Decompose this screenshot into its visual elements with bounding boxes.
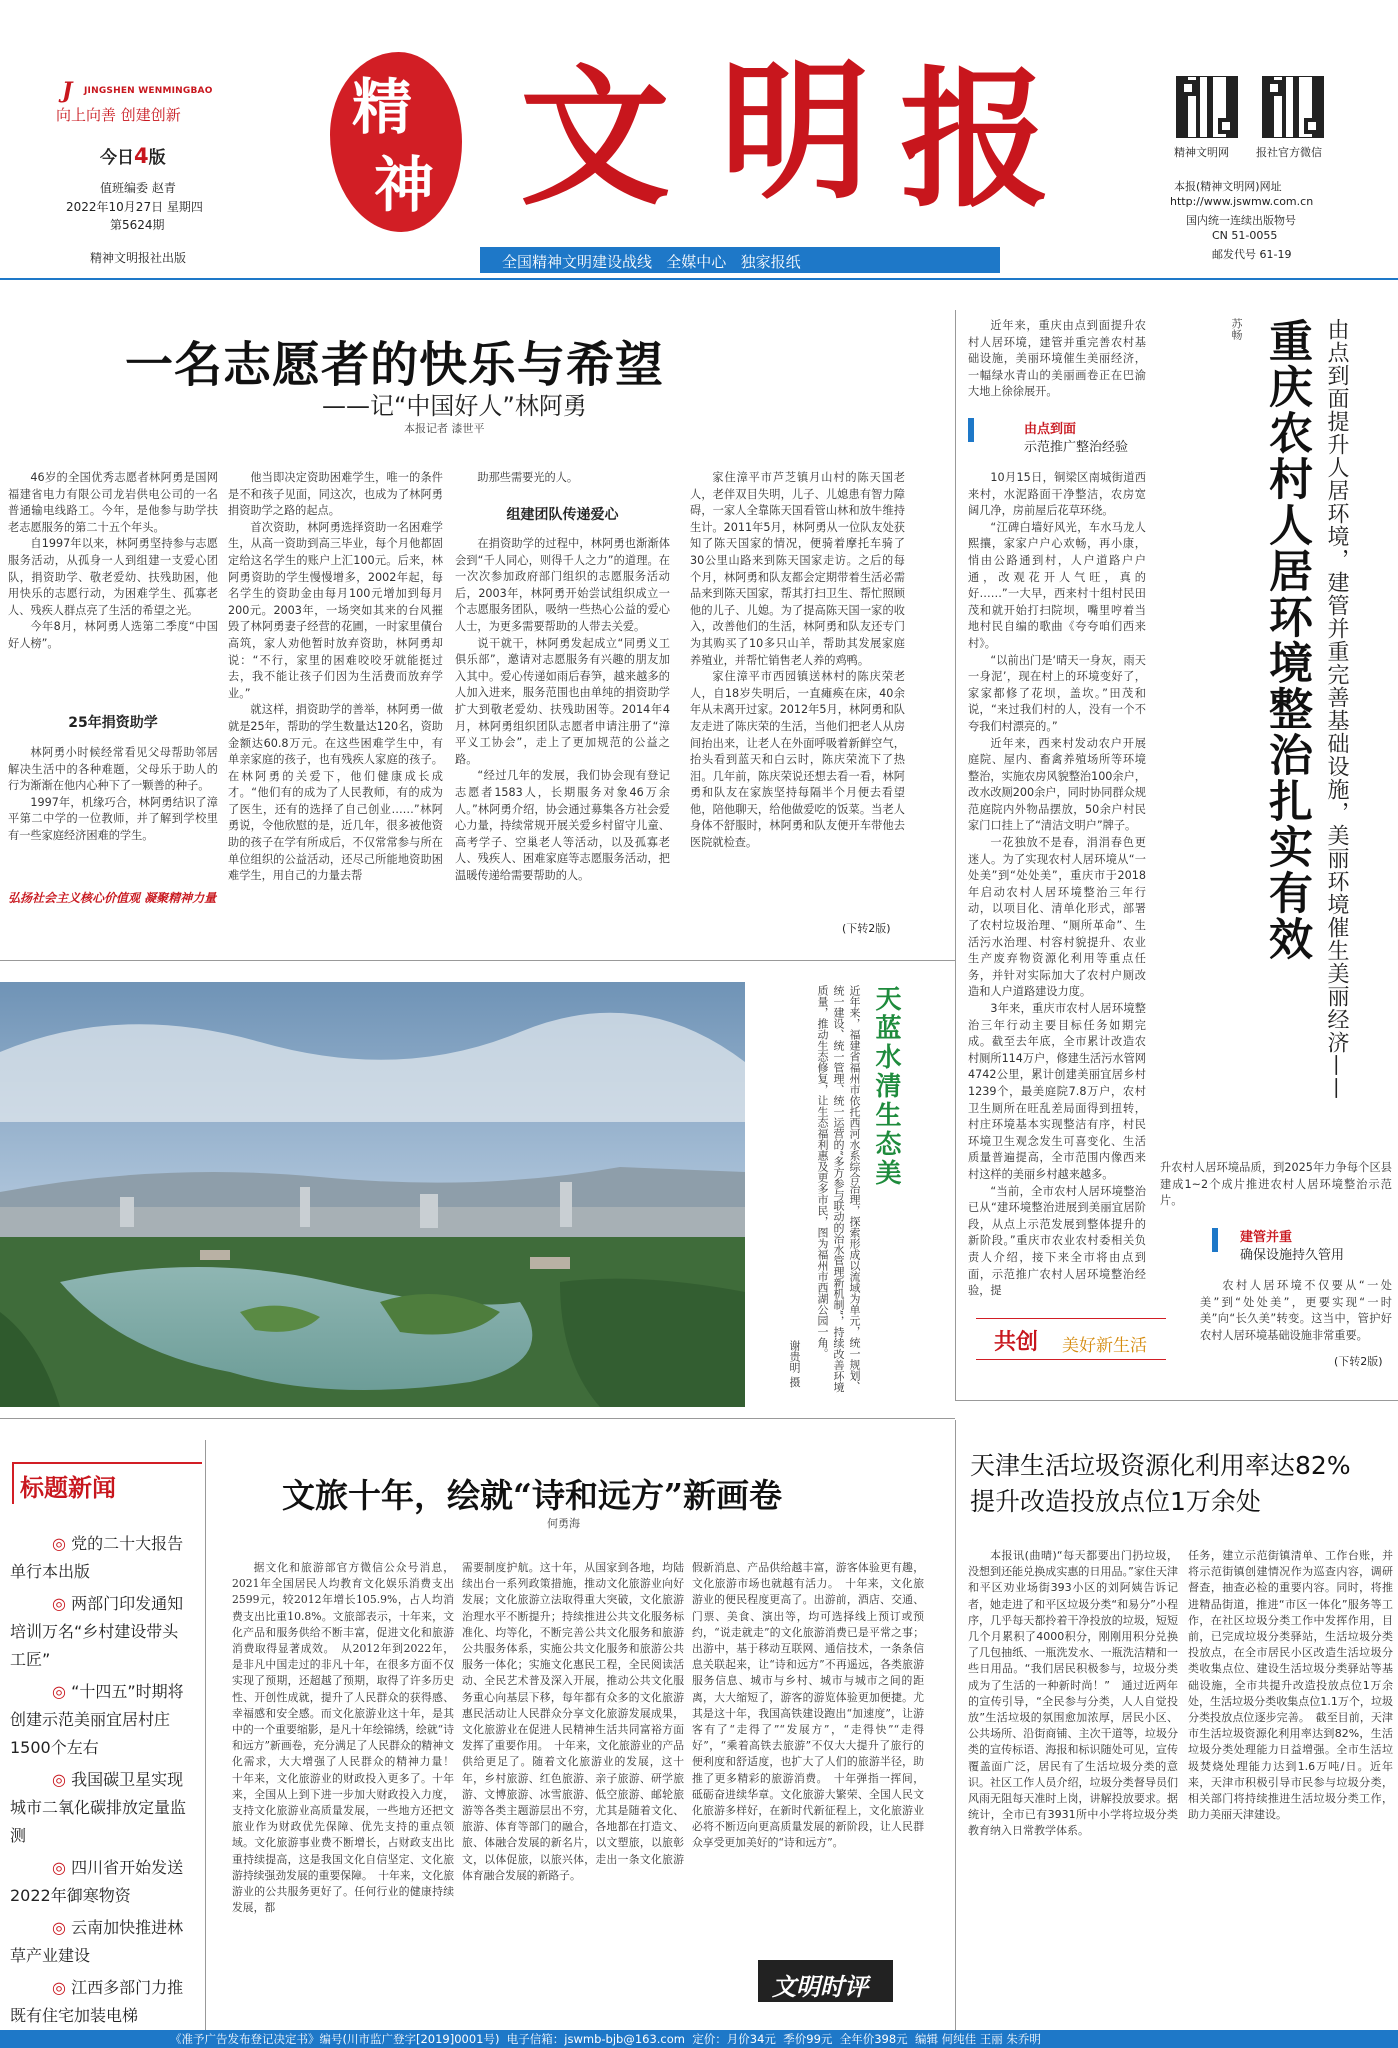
tianjin-c1-text: 本报讯(曲晴)“每天都要出门扔垃圾，没想到还能兑换成实惠的日用品。”家住天津和平区劝业场街393小区的刘阿姨告诉记者，她走进了和平区垃圾分类“和易分”小程序，几乎每天都拎着干净投放的垃圾，短短几个月累积了4000积分，刚刚用积分兑换了几包抽纸、一瓶洗发水、一瓶洗洁精和一些日用品。“我们居民积极参与，垃圾分类成为了生活的一种新时尚！” 通过近两年的宣传引导，“全民参与分类，人人自觉投放”生活垃圾的氛围愈加浓厚，居民小区、公共场所、沿街商铺、主次干道等，垃圾分类的宣传标语、海报和标识随处可见，宣传覆盖面广泛，居民有了生活垃圾分类的意识。社区工作人员介绍，垃圾分类督导员们风雨无阻每天准时上岗，讲解投放要求。据统计，全市已有3931所中小学将垃圾分类教育纳入日常教学体系。 [968, 1549, 1178, 1838]
masthead-divider [0, 278, 1398, 280]
news-index-divider [205, 1440, 206, 2030]
right-vertical-byline: 苏畅 [1230, 318, 1243, 340]
right-p8: 升农村人居环境品质，到2025年力争每个区县建成1~2个成片推进农村人居环境整治示范片。 [1160, 1161, 1392, 1208]
culture-c2-text: 需要制度护航。这十年，从国家到各地，均陆续出台一系列政策措施，推动文化旅游业向好发展；文化旅游立法取得重大突破，文化旅游治理水平不断提升；持续推进公共文化服务标准化、均等化，不断完善公共文化服务和旅游公共服务体系，实施公共文化服务和旅游公共服务一体化；实施文化惠民工程，全民阅读活动、全民艺术普及深入开展，推动公共文化服务重心向基层下移，每年都有众多的文化旅游惠民活动让人民群众分享文化旅游发展成果，文化旅游业在促进人民精神生活共同富裕方面发挥了重要作用。 十年来，文化旅游业的产品供给更足了。随着文化旅游业的发展，这十年，乡村旅游、红色旅游、亲子旅游、研学旅游、文博旅游、冰雪旅游、低空旅游、邮轮旅游等各类主题游层出不穷，尤其是随着文化、旅游、体育等部门的融合，各地都在打造文、旅、体融合发展的新名片，以文塑旅，以旅彰文，以体促旅，以旅兴体，走出一条文化旅游体育融合发展的新路子。 [462, 1561, 684, 1882]
right-column-sec2 [1200, 1278, 1392, 1344]
news-index-item-2[interactable] [10, 1590, 190, 1674]
qr-code-website[interactable] [1176, 76, 1238, 138]
right-column-cont [1160, 1160, 1392, 1210]
culture-column-3 [692, 1560, 924, 1945]
right-sec2-subtitle: 确保设施持久管用 [1240, 1248, 1345, 1263]
brand-logo [62, 80, 232, 104]
bullet-icon: ◎ [52, 1534, 66, 1553]
title-char-bao: 报 [900, 52, 1051, 228]
lead-title: 一名志愿者的快乐与希望 [125, 337, 665, 393]
footer-text: 《准予广告发布登记决定书》编号(川市监广登字[2019]0001号) 电子信箱：jswmb-bjb@163.com 定价：月价34元 季价99元 全年价398元 编辑 何纯佳 王丽 朱乔明 [170, 2032, 1041, 2046]
brand-logo-mark: J [62, 78, 73, 104]
news-index-item-1[interactable] [10, 1530, 190, 1586]
title-seal-char-2: 神 [374, 151, 434, 221]
tianjin-c2-text: 任务，建立示范街镇清单、工作台账，并将示范街镇创建情况作为巡查内容，调研督查，抽查必检的重要内容。同时，将推进精品街道，推进“市区一体化”服务等工作，在社区垃圾分类工作中发挥作用，目前，已完成垃圾分类驿站，生活垃圾分类投放点，在全市居民小区改造生活垃圾分类收集点位、建设生活垃圾分类驿站等基础设施，全市共提升改造投放点位1万余处，生活垃圾分类收集点位1.1万个，垃圾分类投放点位逐步完善。 截至目前，天津市生活垃圾资源化利用率达到82%，生活垃圾分类处理能力日益增强。全市生活垃圾焚烧处理能力达到1.6万吨/日。近年来，天津市积极引导市民参与垃圾分类，相关部门将持续推进生活垃圾分类工作，助力美丽天津建设。 [1188, 1549, 1393, 1822]
right-vertical-subtitle: 由点到面提升人居环境，建管并重完善基础设施，美丽环境催生美丽经济—— [1324, 318, 1349, 1100]
tianjin-title-1: 天津生活垃圾资源化利用率达82% [970, 1451, 1351, 1480]
masthead-banner [480, 247, 1000, 273]
bullet-icon: ◎ [52, 1770, 66, 1789]
publisher: 精神文明报社出版 [90, 251, 187, 265]
commentary-stamp [758, 1960, 893, 2002]
news-index-item-2-text: 两部门印发通知 培训万名“乡村建设带头工匠” [10, 1594, 184, 1669]
photo-caption-text: 近年来，福建省福州市依托西河水系综合治理，探索形成以流域为单元，统一规划、统一建设、统一管理、统一运营的“多方参与联动的治水管理新机制”，持续改善环境质量，推动生态修复，让生态福利惠及更多市民，图为福州市西湖公园一角。 [816, 985, 861, 1393]
right-sec2-p1: 农村人居环境不仅要从“一处美”到“处处美”，更要实现“一时美”向“长久美”转变。这当中，管护好农村人居环境基础设施非常重要。 [1200, 1279, 1392, 1342]
url-label: 本报(精神文明网)网址 [1174, 180, 1282, 193]
tianjin-divider [955, 1420, 956, 2030]
lead-column-2 [228, 470, 443, 940]
news-index-title: 标题新闻 [20, 1473, 116, 1502]
lead-c1-subhead: 25年捐资助学 [68, 715, 158, 731]
gongchuang-logo [976, 1318, 1166, 1360]
lead-c1-p2: 自1997年以来，林阿勇坚持参与志愿服务活动，从孤身一人到组建一支爱心团队，捐资助学、敬老爱幼、扶残助困，他用快乐的志愿行动，为困难学生、孤寡老人、残疾人群点亮了生活的希望之光。 [8, 537, 218, 617]
lead-column-3 [455, 470, 670, 487]
bullet-icon: ◎ [52, 1918, 66, 1937]
today-pages-num: 4 [134, 144, 149, 168]
footer-bar [0, 2030, 1398, 2048]
news-index-list [10, 1530, 190, 2030]
culture-byline: 何勇海 [547, 1517, 580, 1530]
today-pages [100, 143, 166, 168]
right-section-divider [955, 1400, 1398, 1401]
title-seal [330, 52, 462, 232]
lead-c2-p3: 就这样，捐资助学的善举，林阿勇一做就是25年，帮助的学生数量达120名，资助金额达60.8万元。在这些困难学生中，有单亲家庭的孩子，也有残疾人家庭的孩子。在林阿勇的关爱下，他们健康成长成才。“他们有的成为了人民教师，有的成为了医生，还有的选择了自己创业……”林阿勇说，令他欣慰的是，近几年，很多被他资助的孩子在学有所成后，不仅常常参与所在单位组织的公益活动，还尽己所能地资助困难学生，用自己的力量去帮 [228, 703, 443, 883]
bullet-icon: ◎ [52, 1594, 66, 1613]
right-p2: “江碑白墙好风光，车水马龙人熙攘，家家户户心欢畅，再小康，悄由公路通到村，人户道路户户通，改观花开人气旺，真的好……”一大早，西来村十组村民田茂和就开始打扫院坝，嘴里哼着当地村民自编的歌曲《夸夸咱们西来村》。 [968, 520, 1146, 650]
news-index-item-4-text: 我国碳卫星实现城市二氧化碳排放定量监测 [10, 1770, 187, 1845]
lead-c2-p1: 他当即决定资助困难学生，唯一的条件是不和孩子见面，同这次，也成为了林阿勇捐资助学之路的起点。 [228, 471, 443, 518]
news-index [0, 1450, 200, 2030]
lead-column-1 [8, 470, 218, 653]
lead-subtitle: ——记“中国好人”林阿勇 [322, 392, 587, 420]
title-char-ming: 明 [720, 44, 871, 220]
photo-credit: 谢贵明 摄 [788, 1340, 801, 1388]
right-p5: 一花独放不是春，涓涓春色更迷人。为了实现农村人居环境从“一处美”到“处处美”，重庆市于2018年启动农村人居环境整治三年行动，以项目化、清单化形式，部署了农村垃圾治理、“厕所革命”、生活污水治理、村容村貌提升、农业生产废弃物资源化利用等重点任务，并针对实际加大了农村户厕改造和人户道路建设力度。 [968, 836, 1146, 999]
news-index-item-6[interactable] [10, 1914, 190, 1970]
lead-c4-p2: 家住漳平市西园镇送林村的陈庆荣老人，自18岁失明后，一直瘫痪在床，40余年从未离开过家。2012年5月，林阿勇和队友走进了陈庆荣的生活，当他们把老人从房间抬出来，让老人在外面呼吸着新鲜空气，抬头看到蓝天和白云时，陈庆荣流下了热泪。几年前，陈庆荣说还想去看一看，林阿勇和队友在家族坚持每隔半个月便去看望他，陪他聊天，给他做爱吃的饭菜。当老人身体不舒服时，林阿勇和队友便开车带他去医院就检查。 [690, 670, 905, 850]
cn-label: 国内统一连续出版物号 [1186, 214, 1296, 227]
bullet-icon: ◎ [52, 1682, 66, 1701]
right-sec2-title: 建管并重 [1240, 1230, 1293, 1245]
news-index-item-3-text: “十四五”时期将创建示范美丽宜居村庄1500个左右 [10, 1682, 184, 1757]
lead-c3-top: 助那些需要光的人。 [477, 471, 579, 484]
lead-c2-p2: 首次资助，林阿勇选择资助一名困难学生，从高一资助到高三毕业，每个月他都固定给这名学生的账户上汇100元。后来，林阿勇资助的学生慢慢增多，2002年起，每名学生的资助金由每月100元增加到每月200元。2003年，一场突如其来的台风摧毁了林阿勇妻子经营的花圃，一时家里債台高筑，家人劝他暂时放弃资助，林阿勇却说：“不行，家里的困难咬咬牙就能挺过去，我不能让孩子们因为生活费而放弃学业。” [228, 520, 443, 700]
qr-label-website: 精神文明网 [1174, 146, 1229, 159]
postal-code: 邮发代号 61-19 [1212, 248, 1292, 261]
lead-c4-p1: 家住漳平市芦芝镇月山村的陈天国老人，老伴双目失明，儿子、儿媳患有智力障碍，一家人全靠陈天国看管山林和放牛维持生计。2011年5月，林阿勇从一位队友处获知了陈天国家的情况，便骑着摩托车骑了30公里山路来到陈天国家走访。之后的每个月，林阿勇和队友都会定期带着生活必需品来到陈天国家，帮其打扫卫生、帮忙照顾他的儿子、儿媳。为了提高陈天国一家的收入，改善他们的生活，林阿勇和队友还专门为其购买了10多只山羊，帮助其发展家庭养殖业，并帮忙销售老人养的鸡鸭。 [690, 471, 905, 667]
issue-date: 2022年10月27日 星期四 [66, 200, 203, 214]
right-column-body [968, 470, 1146, 1360]
right-sec1-subtitle: 示范推广整治经验 [1024, 440, 1129, 455]
lead-c3-p2: 说干就干，林阿勇发起成立“同勇义工俱乐部”，邀请对志愿服务有兴趣的朋友加入其中。爱心传递如雨后春笋，越来越多的人加入进来，服务范围也由单纯的捐资助学扩大到敬老爱幼、扶残助困等。2014年4月，林阿勇组织团队志愿者申请注册了“漳平义工协会”，走上了更加规范的公益之路。 [455, 636, 670, 766]
bullet-icon: ◎ [52, 1858, 66, 1877]
cn-number: CN 51-0055 [1212, 229, 1278, 242]
photo-caption-title: 天蓝水清生态美 [871, 985, 901, 1188]
right-sec1-marker [968, 418, 974, 442]
culture-column-1 [232, 1560, 465, 2030]
tianjin-column-2 [1188, 1548, 1393, 2028]
right-p1: 10月15日，铜梁区南城街道西来村，水泥路面干净整洁，农房宽阔几净，房前屋后花草环绕。 [968, 471, 1146, 518]
bullet-icon: ◎ [52, 1978, 66, 1997]
lead-column-3b [455, 536, 670, 940]
lead-c1b-p1: 林阿勇小时候经常看见父母帮助邻居解决生活中的各种难题，父母乐于助人的行为渐渐在他内心种下了一颗善的种子。 [8, 746, 218, 793]
news-index-item-3[interactable] [10, 1678, 190, 1762]
news-index-item-5[interactable] [10, 1854, 190, 1910]
news-index-item-7-text: 江西多部门力推既有住宅加装电梯 [10, 1978, 184, 2025]
masthead-banner-text: 全国精神文明建设战线 全媒中心 独家报纸 [502, 253, 801, 271]
culture-column-2 [462, 1560, 684, 2030]
lead-c1-p3: 今年8月，林阿勇人选第二季度“中国好人榜”。 [8, 620, 218, 650]
culture-c1-text: 据文化和旅游部官方微信公众号消息，2021年全国居民人均教育文化娱乐消费支出2599元，较2012年增长105.9%，占人均消费支出比重10.8%。文旅部表示，十年来，文化产品和服务供给不断丰富，促进文化和旅游消费取得显著成效。 从2012年到2022年，是非凡中国走过的非凡十年，在很多方面不仅实现了预期，还超越了预期，取得了许多历史性、开创性成就，提升了人民群众的获得感、幸福感和安全感。而文化旅游业这十年，是其中的一个重要缩影，是凡十年绘锦绣，绘就“诗和远方”新画卷，充分满足了人民群众的精神文化需求，大大增强了人民群众的精神力量！ 十年来，文化旅游业的财政投入更多了。十年来，全国从上到下进一步加大财政投入力度，支持文化旅游业高质量发展，一些地方还把文旅业作为财政优先保障、优先支持的重点领域。文化旅游事业费不断增长，占财政支出比重持续提高，这是我国文化自信坚定、文化旅游持续强劲发展的重要保障。 十年来，文化旅游业的公共服务更好了。任何行业的健康持续发展，都 [232, 1561, 465, 1915]
photo-section-divider [0, 1418, 955, 1419]
lead-section-divider [0, 960, 955, 961]
culture-c3-text: 假新消息、产品供给越丰富，游客体验更有趣，文化旅游市场也就越有活力。 十年来，文化旅游业的便民程度更高了。出游前，酒店、交通、门票、美食、演出等，均可选择线上预订或预约，“说走就走”的文化旅游消费已是平常之事；出游中，基于移动互联网、通信技术，一条条信息关联起来，让“诗和远方”不再遥远，各类旅游服务信息、城市与乡村、城市与城市之间的距离，大大缩短了，游客的游览体验更加便捷。尤其是这十年，我国高铁建设跑出“加速度”，让游客有了“走得了”“发展方”，“走得快”“走得好”，“乘着高铁去旅游”不仅大大提升了旅行的便利度和舒适度，也扩大了人们的旅游半径，助推了更多精彩的旅游消费。 十年弹指一挥间，砥砺奋进续华章。文化旅游大繁荣、全国人民文化旅游多样好，在新时代新征程上，文化旅游业必将不断迈向更高质量发展的新阶段，让人民群众享受更加美好的“诗和远方”。 [692, 1561, 924, 1850]
culture-title: 文旅十年，绘就“诗和远方”新画卷 [282, 1476, 782, 1515]
lead-byline: 本报记者 漆世平 [404, 422, 485, 435]
lead-c1b-p2: 1997年，机缘巧合，林阿勇结识了漳平第二中学的一位教师，并了解到学校里有一些家庭经济困难的学生。 [8, 795, 218, 842]
title-char-wen: 文 [520, 50, 671, 226]
lead-c1-p1: 46岁的全国优秀志愿者林阿勇是国网福建省电力有限公司龙岩供电公司的一名普通输电线路工。今年，是他参与助学扶老志愿服务的第二十五个年头。 [8, 471, 218, 534]
west-lake-park-photo [0, 982, 745, 1407]
slogan: 向上向善 创建创新 [56, 106, 181, 124]
title-seal-char-1: 精 [352, 73, 412, 143]
qr-code-wechat[interactable] [1262, 76, 1324, 138]
right-intro [968, 318, 1146, 401]
right-p4: 近年来，西来村发动农户开展庭院、屋内、畜禽养殖场所等环境整治，实施农房风貌整治100余户，改水改厕200余户，同时协同群众规范庭院内外物品摆放，50余户村民家门口挂上了“清洁文明户”牌子。 [968, 736, 1146, 833]
news-index-item-6-text: 云南加快推进林草产业建设 [10, 1918, 184, 1965]
website-url[interactable]: http://www.jswmw.com.cn [1170, 195, 1314, 208]
news-index-item-4[interactable] [10, 1766, 190, 1850]
lead-c3-p1: 在捐资助学的过程中，林阿勇也渐渐体会到“千人同心，则得千人之力”的道理。在一次次参加政府部门组织的志愿服务活动后，2003年，林阿勇开始尝试组织成立一个志愿服务团队，吸纳一些热心公益的爱心人士，为更多需要帮助的人带去关爱。 [455, 537, 670, 633]
right-sec1-title: 由点到面 [1024, 422, 1077, 437]
core-values-stamp: 弘扬社会主义核心价值观 凝聚精神力量 [8, 891, 217, 905]
news-index-item-7[interactable] [10, 1974, 190, 2030]
right-p7: “当前，全市农村人居环境整治已从“建环境整治进展到美丽宜居阶段，从点上示范发展到整体提升的新阶段。”重庆市农业农村委相关负责人介绍，接下来全市将由点到面，示范推广农村人居环境整治经验，提 [968, 1184, 1146, 1298]
right-continued[interactable]: (下转2版) [1334, 1355, 1383, 1368]
brand-logo-en: JINGSHEN WENMINGBAO [84, 86, 213, 96]
commentary-stamp-text: 文明时评 [772, 1972, 868, 2001]
lead-c3-subhead: 组建团队传递爱心 [506, 507, 619, 523]
qr-label-wechat: 报社官方微信 [1256, 146, 1322, 159]
today-pages-prefix: 今日 [100, 148, 134, 168]
news-index-item-1-text: 党的二十大报告单行本出版 [10, 1534, 184, 1581]
today-pages-suffix: 版 [148, 148, 166, 168]
lead-c3-p3: “经过几年的发展，我们协会现有登记志愿者1583人，长期服务对象46万余人。”林阿勇介绍，协会通过募集各方社会爱心力量，持续常规开展关爱乡村留守儿童、高考学子、空巢老人等活动，以及孤寡老人、残疾人、困难家庭等志愿服务活动，把温暖传递给需要帮助的人。 [455, 769, 670, 882]
right-intro-text: 近年来，重庆由点到面提升农村人居环境，建管并重完善农村基础设施，美丽环境催生美丽经济，一幅绿水青山的美丽画卷正在巴渝大地上徐徐展开。 [968, 319, 1146, 399]
lead-column-4 [690, 470, 905, 920]
tianjin-column-1 [968, 1548, 1178, 2028]
gongchuang-logo-a: 共创 [994, 1329, 1039, 1355]
gongchuang-logo-b: 美好新生活 [1062, 1336, 1147, 1356]
lead-continued[interactable]: (下转2版) [842, 922, 891, 935]
tianjin-title-2: 提升改造投放点位1万余处 [970, 1487, 1261, 1516]
news-index-item-5-text: 四川省开始发送2022年御寒物资 [10, 1858, 184, 1905]
issue-number: 第5624期 [110, 218, 165, 232]
masthead [0, 0, 1398, 278]
right-p3: “以前出门是‘晴天一身灰，雨天一身泥’，现在村上的环境变好了，家家都修了花坝，盖坎。”田茂和说，“来过我们村的人，没有一个不夸我们村漂亮的。” [968, 653, 1146, 733]
lead-column-1b [8, 745, 218, 845]
right-vertical-title: 重庆农村人居环境整治扎实有效 [1261, 318, 1312, 962]
right-sec2-marker [1212, 1228, 1218, 1252]
right-column-divider [955, 310, 956, 1400]
duty-editor: 值班编委 赵青 [100, 181, 176, 195]
right-p6: 3年来，重庆市农村人居环境整治三年行动主要目标任务如期完成。截至去年底，全市累计改造农村厕所114万户，修建生活污水管网4742公里，累计创建美丽宜居乡村1239个，最美庭院7.8万户，农村卫生厕所在旺乱差局面得到扭转，村庄环境基本实现整洁有序，村民环境卫生观念发生可喜变化、生活质量普遍提高，全市范围内像西来村这样的美丽乡村越来越多。 [968, 1002, 1146, 1181]
